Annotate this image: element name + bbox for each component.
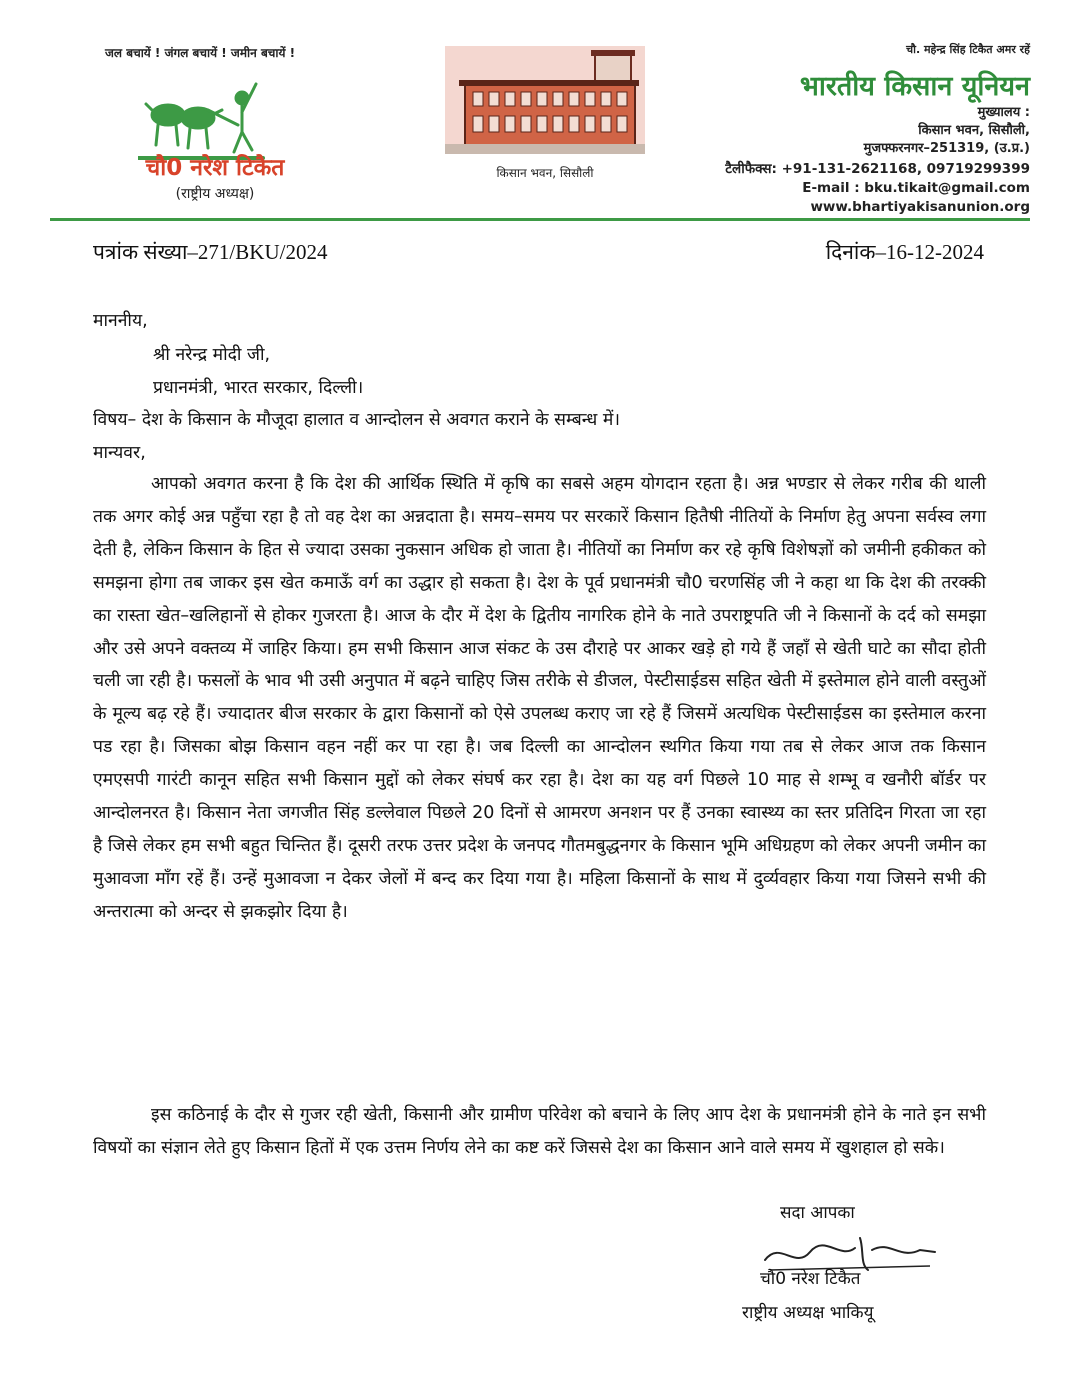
org-name: भारतीय किसान यूनियन [799, 71, 1030, 102]
body-paragraph-1: आपको अवगत करना है कि देश की आर्थिक स्थिति में कृषि का सबसे अहम योगदान रहता है। अन्न भण्डार से लेकर गरीब की थाली तक अगर कोई अन्न पहुँचा रहा है तो वह देश का अन्नदाता है। समय–समय पर सरकारें किसान हितैषी नीतियों के निर्माण हेतु अपना सर्वस्व लगा देती है, लेकिन किसान के हित से ज्यादा उसका नुकसान अधिक हो जाता है। नीतियों का निर्माण कर रहे कृषि विशेषज्ञों को जमीनी हकीकत को समझना होगा तब जाकर इस खेत कमाऊँ वर्ग का उद्धार हो सकता है। देश के पूर्व प्रधानमंत्री चौ0 चरणसिंह जी ने कहा था कि देश की तरक्की का रास्ता खेत–खलिहानों से होकर गुजरता है। आज के दौर में देश के द्वितीय नागरिक होने के नाते उपराष्ट्रपति जी ने किसानों के दर्द को समझा और उसे अपने वक्तव्य में जाहिर किया। हम सभी किसान आज संकट के उस दौराहे पर आकर खड़े हो गये हैं जहाँ से खेती घाटे का सौदा होती चली जा रही है। फसलों के भाव भी उसी अनुपात में बढ़ने चाहिए जिस तरीके से डीजल, पेस्टीसाईडस सहित खेती में इस्तेमाल होने वाली वस्तुओं के मूल्य बढ़ रहे हैं। ज्यादातर बीज सरकार के द्वारा किसानों को ऐसे उपलब्ध कराए जा रहे हैं जिसमें अत्यधिक पेस्टीसाईडस का इस्तेमाल करना पड रहा है। जिसका बोझ किसान वहन नहीं कर पा रहा है। जब दिल्ली का आन्दोलन स्थगित किया गया तब से लेकर आज तक किसान एमएसपी गारंटी कानून सहित सभी किसान मुद्दों को लेकर संघर्ष कर रहा है। देश का यह वर्ग पिछले 10 माह से शम्भू व खनौरी बॉर्डर पर आन्दोलनरत है। किसान नेता जगजीत सिंह डल्लेवाल पिछले 20 दिनों से आमरण अनशन पर हैं उनका स्वास्थ्य का स्तर प्रतिदिन गिरता जा रहा है जिसे लेकर हम सभी बहुत चिन्तित हैं। दूसरी तरफ उत्तर प्रदेश के जनपद गौतमबुद्धनगर के किसान भूमि अधिग्रहण को लेकर अपनी जमीन का मुआवजा माँग रहें हैं। उन्हें मुआवजा न देकर जेलों में बन्द कर दिया गया है। महिला किसानों के साथ में दुर्व्यवहार किया गया जिसने सभी की अन्तरात्मा को अन्दर से झकझोर दिया है। [93, 474, 986, 922]
subject-line: विषय– देश के किसान के मौजूदा हालात व आन्दोलन से अवगत कराने के सम्बन्ध में। [93, 410, 620, 430]
tribute-line: चौ. महेन्द्र सिंह टिकैत अमर रहें [906, 43, 1030, 56]
president-name: चौ0 नरेश टिकैत [145, 155, 285, 181]
telefax: टैलीफैक्स: +91-131-2621168, 09719299399 [725, 161, 1030, 177]
recipient-title: प्रधानमंत्री, भारत सरकार, दिल्ली। [153, 378, 364, 398]
header-divider [50, 218, 1030, 221]
signatory-title: राष्ट्रीय अध्यक्ष भाकियू [742, 1303, 874, 1323]
website: www.bhartiyakisanunion.org [810, 199, 1030, 215]
recipient-name: श्री नरेन्द्र मोदी जी, [153, 345, 271, 365]
greeting: मान्यवर, [93, 443, 146, 463]
letter-reference: पत्रांक संख्या–271/BKU/2024 [93, 240, 328, 264]
kisan-bhavan-image [445, 46, 645, 154]
letterhead [50, 22, 1030, 222]
slogan: जल बचायें ! जंगल बचायें ! जमीन बचायें ! [105, 46, 296, 60]
headquarters-address [864, 104, 1030, 158]
hq-label: मुख्यालय : [977, 105, 1030, 120]
contact-details [725, 160, 1030, 217]
president-title: (राष्ट्रीय अध्यक्ष) [175, 186, 255, 202]
building-caption: किसान भवन, सिसौली [496, 166, 594, 180]
salutation: माननीय, [93, 311, 148, 331]
body-paragraph-2: इस कठिनाई के दौर से गुजर रही खेती, किसानी और ग्रामीण परिवेश को बचाने के लिए आप देश के प्रधानमंत्री होने के नाते इन सभी विषयों का संज्ञान लेते हुए किसान हितों में एक उत्तम निर्णय लेने का कष्ट करें जिससे देश का किसान आने वाले समय में खुशहाल हो सके। [93, 1105, 986, 1158]
hq-line-2: मुजफ्फरनगर–251319, (उ.प्र.) [863, 141, 1030, 156]
closing: सदा आपका [780, 1203, 855, 1223]
hq-line-1: किसान भवन, सिसौली, [918, 123, 1030, 138]
signatory-name: चौ0 नरेश टिकैत [760, 1269, 861, 1289]
letter-date: दिनांक–16-12-2024 [825, 240, 984, 264]
email: E-mail : bku.tikait@gmail.com [802, 180, 1030, 196]
